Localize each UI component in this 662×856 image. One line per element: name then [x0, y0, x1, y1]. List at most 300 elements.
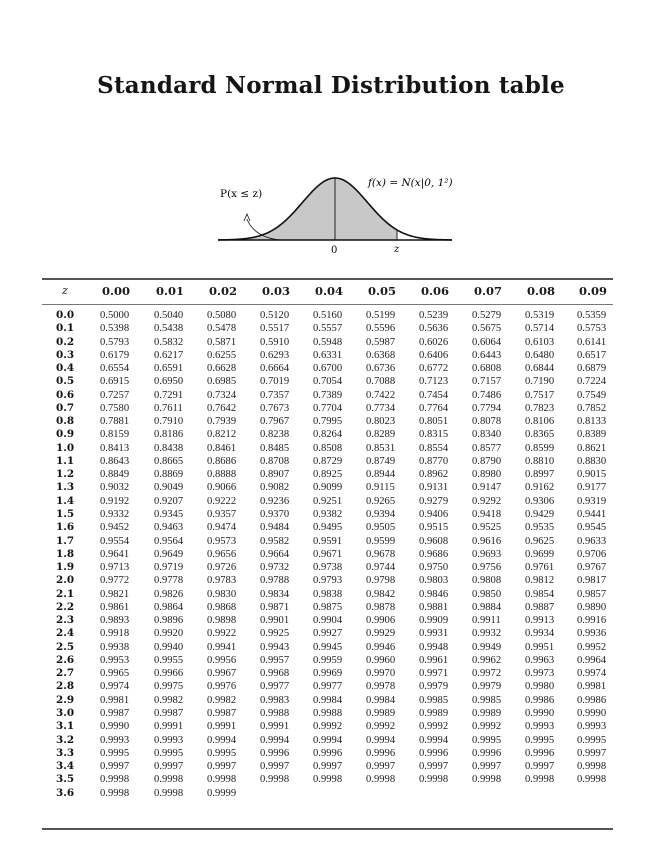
z-value: 0.4 [56, 362, 75, 375]
table-row [42, 667, 613, 680]
probability-cell: 0.5040 [154, 310, 184, 321]
probability-cell: 0.9222 [207, 495, 237, 507]
probability-cell: 0.9992 [313, 721, 343, 733]
probability-cell: 0.5438 [154, 323, 184, 335]
probability-cell: 0.9985 [419, 694, 449, 706]
z-value: 3.1 [56, 720, 75, 733]
density-formula: f(x) = N(x|0, 1²) [368, 177, 453, 189]
probability-cell: 0.8577 [472, 442, 502, 454]
probability-cell: 0.9535 [525, 522, 555, 534]
table-row [42, 588, 613, 601]
z-value: 0.7 [56, 401, 75, 414]
probability-cell: 0.5675 [472, 323, 502, 335]
probability-cell: 0.8869 [154, 469, 184, 481]
probability-cell: 0.8023 [366, 416, 396, 428]
probability-cell: 0.9990 [100, 721, 130, 733]
table-row [42, 601, 613, 614]
probability-cell: 0.9966 [154, 668, 184, 680]
probability-cell: 0.7054 [313, 376, 343, 388]
probability-cell: 0.7910 [154, 416, 184, 428]
probability-cell: 0.9955 [154, 654, 184, 666]
probability-cell: 0.6915 [100, 376, 130, 388]
table-row [42, 495, 613, 508]
probability-cell: 0.9441 [577, 508, 607, 520]
probability-cell: 0.9993 [154, 734, 184, 746]
table-top-rule [42, 278, 613, 280]
table-row [42, 747, 613, 760]
probability-cell: 0.8531 [366, 442, 396, 454]
probability-cell: 0.6950 [154, 376, 184, 388]
probability-cell: 0.9922 [207, 628, 237, 640]
probability-cell: 0.8461 [207, 442, 237, 454]
probability-cell: 0.6700 [313, 363, 343, 375]
column-header: 0.09 [579, 284, 608, 298]
probability-cell: 0.6554 [100, 363, 130, 375]
probability-cell: 0.5832 [154, 336, 184, 348]
probability-cell: 0.9998 [100, 774, 130, 786]
probability-cell: 0.7190 [525, 376, 555, 388]
probability-cell: 0.9778 [154, 575, 184, 587]
probability-cell: 0.9998 [100, 787, 130, 799]
probability-cell: 0.5398 [100, 323, 130, 335]
probability-cell: 0.9995 [525, 734, 555, 746]
probability-cell: 0.7734 [366, 402, 396, 414]
probability-cell: 0.9875 [313, 601, 343, 613]
table-row [42, 442, 613, 455]
probability-cell: 0.9525 [472, 522, 502, 534]
probability-cell: 0.9969 [313, 668, 343, 680]
probability-cell: 0.7939 [207, 416, 237, 428]
probability-cell: 0.5359 [577, 310, 607, 321]
probability-cell: 0.5987 [366, 336, 396, 348]
table-row [42, 720, 613, 733]
probability-cell: 0.9941 [207, 641, 237, 653]
probability-cell: 0.8729 [313, 455, 343, 467]
probability-cell: 0.9931 [419, 628, 449, 640]
probability-cell: 0.9452 [100, 522, 130, 534]
probability-cell: 0.7224 [577, 376, 607, 388]
probability-cell: 0.6480 [525, 349, 555, 361]
probability-cell: 0.9066 [207, 482, 237, 494]
probability-cell: 0.9988 [313, 707, 343, 719]
probability-cell: 0.7088 [366, 376, 396, 388]
probability-cell: 0.8186 [154, 429, 184, 441]
probability-cell: 0.9911 [472, 615, 501, 627]
probability-cell: 0.7324 [207, 389, 237, 401]
probability-cell: 0.9951 [525, 641, 555, 653]
probability-cell: 0.9625 [525, 535, 555, 547]
probability-cell: 0.7881 [100, 416, 130, 428]
table-row [42, 654, 613, 667]
probability-cell: 0.7517 [525, 389, 555, 401]
probability-cell: 0.9857 [577, 588, 607, 600]
probability-cell: 0.9656 [207, 548, 237, 560]
probability-cell: 0.9946 [366, 641, 396, 653]
probability-cell: 0.7673 [260, 402, 290, 414]
probability-cell: 0.9994 [366, 734, 396, 746]
table-row [42, 402, 613, 415]
probability-cell: 0.9686 [419, 548, 449, 560]
probability-cell: 0.9997 [260, 761, 290, 773]
probability-cell: 0.5793 [100, 336, 130, 348]
probability-cell: 0.9994 [260, 734, 290, 746]
probability-cell: 0.9934 [525, 628, 555, 640]
probability-label: P(x ≤ z) [220, 188, 263, 200]
probability-cell: 0.9997 [577, 747, 607, 759]
probability-cell: 0.9964 [577, 654, 607, 666]
probability-cell: 0.9995 [577, 734, 607, 746]
z-value: 2.3 [56, 614, 75, 627]
probability-cell: 0.9995 [207, 747, 237, 759]
probability-cell: 0.9997 [207, 761, 237, 773]
probability-cell: 0.9957 [260, 654, 290, 666]
probability-cell: 0.8665 [154, 455, 184, 467]
probability-cell: 0.9975 [154, 681, 184, 693]
probability-cell: 0.9979 [472, 681, 502, 693]
probability-cell: 0.9997 [525, 761, 555, 773]
probability-cell: 0.9357 [207, 508, 237, 520]
probability-cell: 0.9965 [100, 668, 130, 680]
column-header: 0.07 [474, 284, 503, 298]
probability-cell: 0.8810 [525, 455, 555, 467]
probability-cell: 0.6664 [260, 363, 290, 375]
probability-cell: 0.9998 [366, 774, 396, 786]
probability-cell: 0.9949 [472, 641, 502, 653]
probability-cell: 0.6331 [313, 349, 343, 361]
probability-cell: 0.9997 [419, 761, 449, 773]
probability-cell: 0.6217 [154, 349, 184, 361]
probability-cell: 0.9664 [260, 548, 290, 560]
probability-cell: 0.9976 [207, 681, 237, 693]
z-value: 1.5 [56, 507, 75, 520]
probability-cell: 0.6879 [577, 363, 607, 375]
probability-cell: 0.8159 [100, 429, 130, 441]
probability-cell: 0.9719 [154, 562, 184, 574]
probability-cell: 0.9962 [472, 654, 502, 666]
probability-cell: 0.9989 [419, 707, 449, 719]
probability-cell: 0.9981 [577, 681, 607, 693]
probability-cell: 0.6772 [419, 363, 449, 375]
probability-cell: 0.9906 [366, 615, 396, 627]
z-value: 1.4 [56, 494, 75, 507]
probability-cell: 0.9991 [154, 721, 184, 733]
probability-cell: 0.8078 [472, 416, 502, 428]
probability-cell: 0.9936 [577, 628, 607, 640]
probability-cell: 0.7967 [260, 416, 290, 428]
probability-cell: 0.9756 [472, 562, 502, 574]
table-row [42, 336, 613, 349]
probability-cell: 0.6591 [154, 363, 184, 375]
page-title: Standard Normal Distribution table [97, 72, 565, 99]
probability-cell: 0.6443 [472, 349, 502, 361]
z-value: 2.1 [56, 587, 75, 600]
probability-cell: 0.8365 [525, 429, 555, 441]
probability-cell: 0.9803 [419, 575, 449, 587]
z-value: 3.0 [56, 706, 75, 719]
z-value: 2.0 [56, 574, 75, 587]
probability-cell: 0.6293 [260, 349, 290, 361]
probability-cell: 0.9706 [577, 548, 607, 560]
probability-cell: 0.9591 [313, 535, 343, 547]
probability-cell: 0.9995 [100, 747, 130, 759]
probability-cell: 0.9970 [366, 668, 396, 680]
probability-cell: 0.9236 [260, 495, 290, 507]
probability-cell: 0.9979 [419, 681, 449, 693]
z-value: 0.8 [56, 415, 75, 428]
probability-cell: 0.9641 [100, 548, 130, 560]
probability-cell: 0.9960 [366, 654, 396, 666]
z-value: 2.7 [56, 667, 75, 680]
probability-cell: 0.9927 [313, 628, 343, 640]
probability-cell: 0.5319 [525, 310, 555, 321]
probability-cell: 0.9265 [366, 495, 396, 507]
probability-cell: 0.9868 [207, 601, 237, 613]
probability-cell: 0.5596 [366, 323, 396, 335]
probability-cell: 0.9996 [366, 747, 396, 759]
z-value: 1.8 [56, 547, 75, 560]
probability-cell: 0.9959 [313, 654, 343, 666]
probability-cell: 0.9292 [472, 495, 502, 507]
probability-cell: 0.9925 [260, 628, 290, 640]
probability-cell: 0.9738 [313, 562, 343, 574]
probability-cell: 0.9971 [419, 668, 449, 680]
probability-cell: 0.9940 [154, 641, 184, 653]
z-value: 1.9 [56, 561, 75, 574]
probability-cell: 0.8980 [472, 469, 502, 481]
probability-cell: 0.9505 [366, 522, 396, 534]
probability-cell: 0.9973 [525, 668, 555, 680]
z-value: 2.8 [56, 680, 75, 693]
probability-cell: 0.9968 [260, 668, 290, 680]
probability-cell: 0.9943 [260, 641, 290, 653]
probability-cell: 0.9881 [419, 601, 449, 613]
probability-cell: 0.8962 [419, 469, 449, 481]
probability-cell: 0.9884 [472, 601, 502, 613]
probability-cell: 0.7422 [366, 389, 396, 401]
probability-cell: 0.9918 [100, 628, 130, 640]
probability-cell: 0.9732 [260, 562, 290, 574]
probability-cell: 0.9992 [366, 721, 396, 733]
probability-cell: 0.8106 [525, 416, 555, 428]
probability-cell: 0.8508 [313, 442, 343, 454]
probability-cell: 0.9842 [366, 588, 396, 600]
probability-cell: 0.9147 [472, 482, 502, 494]
axis-z-label: z [394, 244, 400, 255]
probability-cell: 0.8051 [419, 416, 449, 428]
probability-cell: 0.9898 [207, 615, 237, 627]
probability-cell: 0.9319 [577, 495, 607, 507]
probability-cell: 0.9850 [472, 588, 502, 600]
probability-cell: 0.9998 [577, 761, 607, 773]
probability-cell: 0.9279 [419, 495, 449, 507]
probability-cell: 0.8708 [260, 455, 290, 467]
probability-cell: 0.9846 [419, 588, 449, 600]
probability-cell: 0.9382 [313, 508, 343, 520]
probability-cell: 0.9992 [419, 721, 449, 733]
probability-cell: 0.9996 [525, 747, 555, 759]
probability-cell: 0.9997 [154, 761, 184, 773]
column-header: 0.05 [368, 284, 397, 298]
probability-cell: 0.5714 [525, 323, 555, 335]
probability-cell: 0.7357 [260, 389, 290, 401]
probability-cell: 0.9938 [100, 641, 130, 653]
probability-cell: 0.8554 [419, 442, 449, 454]
probability-cell: 0.9131 [419, 482, 449, 494]
table-row [42, 508, 613, 521]
probability-cell: 0.9854 [525, 588, 555, 600]
z-value: 1.2 [56, 468, 75, 481]
probability-cell: 0.8289 [366, 429, 396, 441]
probability-cell: 0.9878 [366, 601, 396, 613]
table-row [42, 734, 613, 747]
probability-cell: 0.7389 [313, 389, 343, 401]
z-value: 0.0 [56, 309, 75, 321]
probability-cell: 0.9633 [577, 535, 607, 547]
probability-cell: 0.8790 [472, 455, 502, 467]
probability-cell: 0.8944 [366, 469, 396, 481]
probability-cell: 0.6808 [472, 363, 502, 375]
probability-cell: 0.9945 [313, 641, 343, 653]
probability-cell: 0.9996 [472, 747, 502, 759]
probability-cell: 0.8907 [260, 469, 290, 481]
table-row [42, 322, 613, 335]
probability-cell: 0.9726 [207, 562, 237, 574]
probability-cell: 0.7764 [419, 402, 449, 414]
probability-cell: 0.9998 [260, 774, 290, 786]
z-value: 1.1 [56, 454, 75, 467]
column-header: 0.06 [421, 284, 450, 298]
probability-cell: 0.8133 [577, 416, 607, 428]
probability-cell: 0.8849 [100, 469, 130, 481]
probability-cell: 0.9987 [207, 707, 237, 719]
column-header: 0.00 [102, 284, 131, 298]
probability-cell: 0.6179 [100, 349, 130, 361]
probability-cell: 0.9998 [313, 774, 343, 786]
probability-cell: 0.7794 [472, 402, 502, 414]
probability-cell: 0.9997 [472, 761, 502, 773]
probability-cell: 0.9916 [577, 615, 607, 627]
probability-cell: 0.9370 [260, 508, 290, 520]
probability-cell: 0.9750 [419, 562, 449, 574]
probability-cell: 0.9693 [472, 548, 502, 560]
table-row [42, 455, 613, 468]
probability-cell: 0.6844 [525, 363, 555, 375]
probability-cell: 0.5199 [366, 310, 396, 321]
probability-cell: 0.9992 [472, 721, 502, 733]
probability-cell: 0.8485 [260, 442, 290, 454]
probability-cell: 0.7454 [419, 389, 449, 401]
probability-cell: 0.6736 [366, 363, 396, 375]
probability-cell: 0.8621 [577, 442, 607, 454]
table-row [42, 362, 613, 375]
probability-cell: 0.9713 [100, 562, 130, 574]
probability-cell: 0.9989 [472, 707, 502, 719]
probability-cell: 0.9977 [260, 681, 290, 693]
table-body [42, 309, 613, 800]
probability-cell: 0.8315 [419, 429, 449, 441]
table-row [42, 548, 613, 561]
probability-cell: 0.7019 [260, 376, 290, 388]
probability-cell: 0.9967 [207, 668, 237, 680]
probability-cell: 0.9996 [260, 747, 290, 759]
probability-cell: 0.9998 [154, 787, 184, 799]
table-row [42, 627, 613, 640]
probability-cell: 0.9991 [207, 721, 237, 733]
z-column-header: z [62, 284, 68, 297]
probability-cell: 0.9909 [419, 615, 449, 627]
z-value: 2.5 [56, 640, 75, 653]
probability-cell: 0.9099 [313, 482, 343, 494]
probability-cell: 0.9994 [419, 734, 449, 746]
probability-cell: 0.5279 [472, 310, 502, 321]
probability-cell: 0.7704 [313, 402, 343, 414]
probability-cell: 0.9989 [366, 707, 396, 719]
probability-cell: 0.9599 [366, 535, 396, 547]
probability-cell: 0.5517 [260, 323, 290, 335]
probability-cell: 0.9616 [472, 535, 502, 547]
probability-cell: 0.8389 [577, 429, 607, 441]
probability-cell: 0.9987 [100, 707, 130, 719]
z-value: 3.4 [56, 760, 75, 773]
axis-zero-label: 0 [331, 245, 338, 256]
probability-cell: 0.9998 [525, 774, 555, 786]
probability-cell: 0.9996 [313, 747, 343, 759]
probability-cell: 0.9082 [260, 482, 290, 494]
probability-cell: 0.7257 [100, 389, 130, 401]
table-row [42, 428, 613, 441]
probability-cell: 0.8340 [472, 429, 502, 441]
probability-cell: 0.9982 [154, 694, 184, 706]
table-header-rule [42, 304, 613, 305]
probability-cell: 0.9890 [577, 601, 607, 613]
probability-cell: 0.5948 [313, 336, 343, 348]
z-value: 2.2 [56, 600, 75, 613]
probability-cell: 0.9871 [260, 601, 290, 613]
probability-cell: 0.7995 [313, 416, 343, 428]
probability-cell: 0.9980 [525, 681, 555, 693]
probability-cell: 0.8264 [313, 429, 343, 441]
probability-cell: 0.8413 [100, 442, 130, 454]
probability-cell: 0.9990 [577, 707, 607, 719]
z-value: 3.5 [56, 773, 75, 786]
z-value: 2.6 [56, 653, 75, 666]
probability-cell: 0.9994 [313, 734, 343, 746]
probability-cell: 0.9998 [577, 774, 607, 786]
table-row [42, 521, 613, 534]
probability-cell: 0.5871 [207, 336, 237, 348]
z-value: 1.3 [56, 481, 75, 494]
probability-cell: 0.9207 [154, 495, 184, 507]
z-value: 1.7 [56, 534, 75, 547]
probability-cell: 0.5910 [260, 336, 290, 348]
table-row [42, 787, 613, 800]
probability-cell: 0.9463 [154, 522, 184, 534]
probability-cell: 0.9990 [525, 707, 555, 719]
probability-cell: 0.9783 [207, 575, 237, 587]
z-value: 2.9 [56, 693, 75, 706]
probability-cell: 0.9418 [472, 508, 502, 520]
probability-cell: 0.8888 [207, 469, 237, 481]
probability-cell: 0.6255 [207, 349, 237, 361]
probability-cell: 0.9987 [154, 707, 184, 719]
z-value: 3.3 [56, 746, 75, 759]
probability-cell: 0.9049 [154, 482, 184, 494]
table-row [42, 309, 613, 322]
probability-cell: 0.9484 [260, 522, 290, 534]
probability-cell: 0.9608 [419, 535, 449, 547]
probability-cell: 0.9251 [313, 495, 343, 507]
probability-cell: 0.9997 [313, 761, 343, 773]
